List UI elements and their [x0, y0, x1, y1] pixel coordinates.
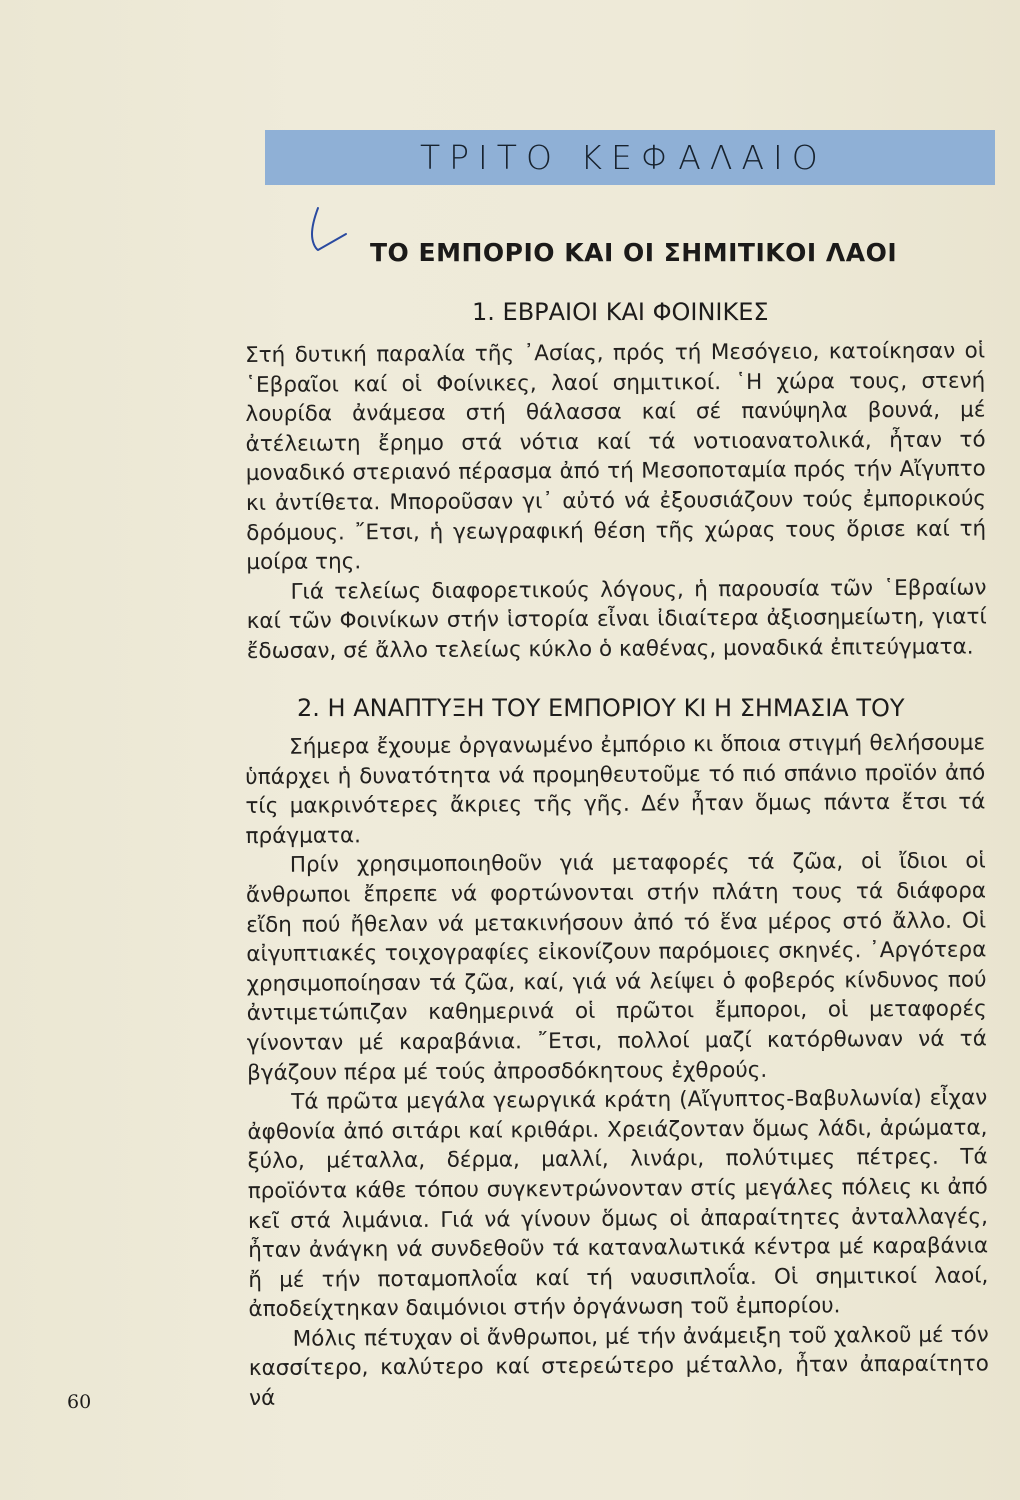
section-1-body — [245, 336, 987, 666]
chapter-label: ΤΡΙΤΟ ΚΕΦΑΛΑΙΟ — [420, 138, 827, 177]
section-2-paragraph: Σήμερα ἔχουμε ὀργανωμένο ἐμπόριο κι ὅποια στιγμή θελήσουμε ὑπάρχει ἡ δυνατότητα νά προμηθευτοῦμε τό πιό σπάνιο προϊόν ἀπό τίς μακρινότερες ἄκριες τῆς γῆς. Δέν ἦταν ὅμως πάντα ἔτσι τά πράγματα. — [245, 730, 986, 849]
section-1-paragraph: Γιά τελείως διαφορετικούς λόγους, ἡ παρουσία τῶν ῾Εβραίων καί τῶν Φοινίκων στήν ἱστορία εἶναι ἰδιαίτερα ἀξιοσημείωτη, γιατί ἔδωσαν, σέ ἄλλο τελείως κύκλο ὁ καθένας, μοναδικά ἐπιτεύγματα. — [246, 575, 987, 664]
section-2-heading: 2. Η ΑΝΑΠΤΥΞΗ ΤΟΥ ΕΜΠΟΡΙΟΥ ΚΙ Η ΣΗΜΑΣΙΑ ΤΟΥ — [297, 694, 905, 722]
section-2-paragraph: Μόλις πέτυχαν οἱ ἄνθρωποι, μέ τήν ἀνάμειξη τοῦ χαλκοῦ μέ τόν κασσίτερο, καλύτερο καί στερεώτερο μέταλλο, ἦταν ἀπαραίτητο νά — [248, 1322, 989, 1412]
section-2-paragraph: Τά πρῶτα μεγάλα γεωργικά κράτη (Αἴγυπτος-Βαβυλωνία) εἶχαν ἀφθονία ἀπό σιτάρι καί κριθάρι. Χρειάζονταν ὅμως λάδι, ἀρώματα, ξύλο, μέταλλα, δέρμα, μαλλί, λινάρι, πολύτιμες πέτρες. Τά προϊόντα κάθε τόπου συγκεντρώνονταν στίς μεγάλες πόλεις κι ἀπό κεῖ στά λιμάνια. Γιά νά γίνουν ὅμως οἱ ἀπαραίτητες ἀνταλλαγές, ἦταν ἀνάγκη νά συνδεθοῦν τά καταναλωτικά κέντρα μέ καραβάνια ἤ μέ τήν ποταμοπλοΐα καί τή ναυσιπλοΐα. Οἱ σημιτικοί λαοί, ἀποδείχτηκαν δαιμόνιοι στήν ὀργάνωση τοῦ ἐμπορίου. — [247, 1085, 989, 1323]
section-2-paragraph: Πρίν χρησιμοποιηθοῦν γιά μεταφορές τά ζῶα, οἱ ἴδιοι οἱ ἄνθρωποι ἔπρεπε νά φορτώνονται στήν πλάτη τους τά διάφορα εἴδη πού ἤθελαν νά μετακινήσουν ἀπό τό ἕνα μέρος στό ἄλλο. Οἱ αἰγυπτιακές τοιχογραφίες εἰκονίζουν παρόμοιες σκηνές. ᾿Αργότερα χρησιμοποίησαν τά ζῶα, καί, γιά νά λείψει ὁ φοβερός κίνδυνος πού ἀντιμετώπιζαν καθημερινά οἱ πρῶτοι ἔμποροι, οἱ μεταφορές γίνονταν μέ καραβάνια. ῎Ετσι, πολλοί μαζί κατόρθωναν νά τά βγάζουν πέρα μέ τούς ἀπροσδόκητους ἐχθρούς. — [245, 848, 987, 1086]
pen-check-mark-icon — [306, 204, 350, 260]
page-number: 60 — [67, 1391, 92, 1413]
section-1-paragraph: Στή δυτική παραλία τῆς ᾿Ασίας, πρός τή Μεσόγειο, κατοίκησαν οἱ ῾Εβραῖοι καί οἱ Φοίνικες, λαοί σημιτικοί. ῾Η χώρα τους, στενή λουρίδα ἀνάμεσα στή θάλασσα καί σέ πανύψηλα βουνά, μέ ἀτέλειωτη ἔρημο στά νότια καί τά νοτιοανατολικά, ἦταν τό μοναδικό στεριανό πέρασμα ἀπό τή Μεσοποταμία πρός τήν Αἴγυπτο κι ἀντίθετα. Μποροῦσαν γι᾿ αὐτό νά ἐξουσιάζουν τούς ἐμπορικούς δρόμους. ῎Ετσι, ἡ γεωγραφική θέση τῆς χώρας τους ὅρισε καί τή μοίρα της. — [245, 338, 987, 576]
chapter-band — [265, 130, 995, 185]
section-1-heading: 1. ΕΒΡΑΙΟΙ ΚΑΙ ΦΟΙΝΙΚΕΣ — [472, 298, 769, 326]
section-2-body — [245, 728, 989, 1413]
chapter-title: ΤΟ ΕΜΠΟΡΙΟ ΚΑΙ ΟΙ ΣΗΜΙΤΙΚΟΙ ΛΑΟΙ — [370, 238, 898, 267]
